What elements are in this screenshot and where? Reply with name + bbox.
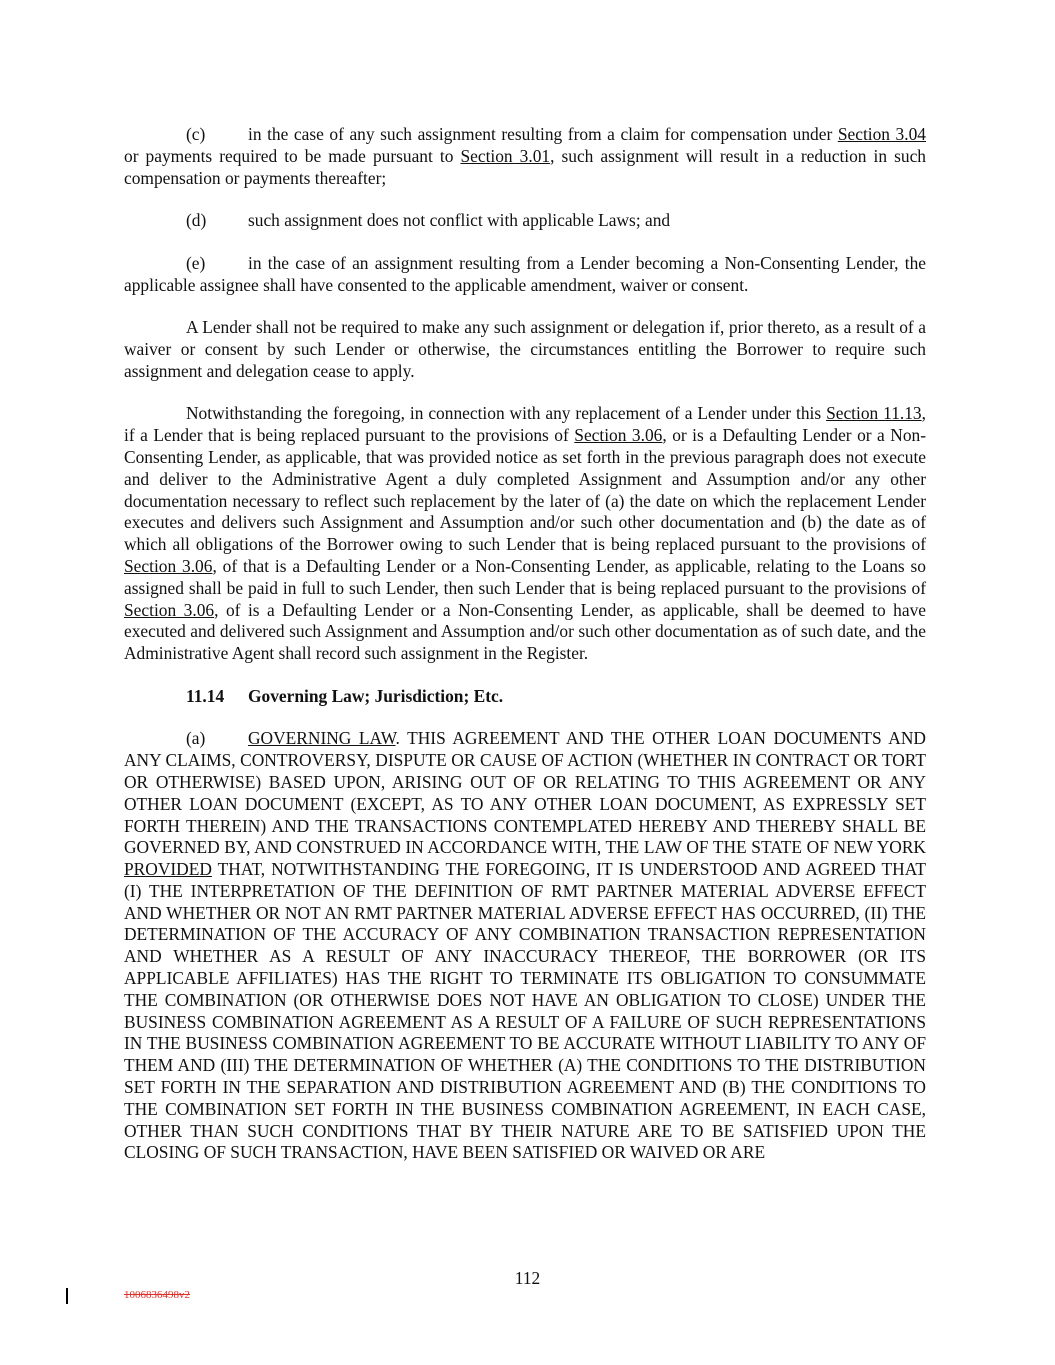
clause-c bbox=[124, 124, 926, 189]
clause-text: in the case of an assignment resulting from a Lender becoming a Non-Consenting Lender, the applicable assignee shall have consented to the applicable amendment, waiver or consent. bbox=[124, 252, 926, 295]
governing-law-title: GOVERNING LAW bbox=[248, 728, 396, 749]
section-reference: Section 3.06 bbox=[124, 555, 213, 576]
clause-label: (a) bbox=[186, 728, 206, 749]
clause-text: in the case of any such assignment resulting from a claim for compensation under bbox=[248, 124, 838, 144]
clause-label: (c) bbox=[186, 124, 206, 144]
clause-text: THAT, NOTWITHSTANDING THE FOREGOING, IT IS UNDERSTOOD AND AGREED THAT (I) THE INTERPRETATION OF THE DEFINITION OF RMT PARTNER MATERIAL ADVERSE EFFECT AND WHETHER OR NOT AN RMT PARTNER MATERIAL ADVERSE EFFECT HAS OCCURRED, (II) THE DETERMINATION OF THE ACCURACY OF ANY COMBINATION TRANSACTION REPRESENTATION AND WHETHER AS A RESULT OF ANY INACCURACY THEREOF, THE BORROWER (OR ITS APPLICABLE AFFILIATES) HAS THE RIGHT TO TERMINATE ITS OBLIGATION TO CONSUMMATE THE COMBINATION (OR OTHERWISE DOES NOT HAVE AN OBLIGATION TO CLOSE) UNDER THE BUSINESS COMBINATION AGREEMENT AS A RESULT OF A FAILURE OF SUCH REPRESENTATIONS IN THE BUSINESS COMBINATION AGREEMENT TO BE ACCURATE WITHOUT LIABILITY TO ANY OF THEM AND (III) THE DETERMINATION OF WHETHER (A) THE CONDITIONS TO THE DISTRIBUTION SET FORTH IN THE SEPARATION AND DISTRIBUTION AGREEMENT AND (B) THE CONDITIONS TO THE COMBINATION SET FORTH IN THE BUSINESS COMBINATION AGREEMENT, IN EACH CASE, OTHER THAN SUCH CONDITIONS THAT BY THEIR NATURE ARE TO BE SATISFIED UPON THE CLOSING OF SUCH TRANSACTION, HAVE BEEN SATISFIED OR WAIVED OR ARE bbox=[124, 859, 926, 1163]
section-title: Governing Law; Jurisdiction; Etc. bbox=[248, 685, 504, 706]
paragraph-text: , if a Lender that is being replaced pursuant to the provisions of bbox=[124, 403, 926, 446]
section-heading bbox=[124, 686, 926, 708]
lender-paragraph bbox=[124, 317, 926, 382]
clause-text: such assignment does not conflict with applicable Laws; and bbox=[248, 210, 671, 231]
section-reference: Section 3.04 bbox=[837, 124, 926, 144]
paragraph-text: , of is a Defaulting Lender or a Non-Consenting Lender, as applicable, shall be deemed to have executed and delivered such Assignment and Assumption and/or such other documentation as of such date, and the Administrative Agent shall record such assignment in the Register. bbox=[124, 599, 926, 664]
section-reference: Section 11.13 bbox=[826, 403, 922, 424]
paragraph-text: A Lender shall not be required to make any such assignment or delegation if, prior thereto, as a result of a waiver or consent by such Lender or otherwise, the circumstances entitling the Borrower to require such assignment and delegation cease to apply. bbox=[124, 317, 926, 381]
notwithstanding-paragraph bbox=[124, 403, 926, 665]
clause-text: . THIS AGREEMENT AND THE OTHER LOAN DOCUMENTS AND ANY CLAIMS, CONTROVERSY, DISPUTE OR CAUSE OF ACTION (WHETHER IN CONTRACT OR TORT OR OTHERWISE) BASED UPON, ARISING OUT OF OR RELATING TO THIS AGREEMENT OR ANY OTHER LOAN DOCUMENT (EXCEPT, AS TO ANY OTHER LOAN DOCUMENT, AS EXPRESSLY SET FORTH THEREIN) AND THE TRANSACTIONS CONTEMPLATED HEREBY AND THEREBY SHALL BE GOVERNED BY, AND CONSTRUED IN ACCORDANCE WITH, THE LAW OF THE STATE OF NEW YORK bbox=[124, 728, 926, 858]
clause-text: or payments required to be made pursuant to bbox=[124, 145, 461, 166]
clause-d bbox=[124, 210, 926, 232]
section-number: 11.14 bbox=[186, 685, 225, 706]
clause-label: (d) bbox=[186, 210, 207, 231]
section-reference: Section 3.06 bbox=[574, 425, 663, 446]
paragraph-text: , or is a Defaulting Lender or a Non-Consenting Lender, as applicable, that was provided notice as set forth in the previous paragraph does not execute and deliver to the Administrative Agent a duly completed Assignment and Assumption and/or any other documentation necessary to reflect such replacement by the later of (a) the date on which the replacement Lender executes and delivers such Assignment and Assumption and/or such other documentation and (b) the date as of which all obligations of the Borrower owing to such Lender that is being replaced pursuant to the provisions of bbox=[124, 425, 926, 555]
section-reference: Section 3.01 bbox=[460, 145, 551, 166]
paragraph-text: Notwithstanding the foregoing, in connection with any replacement of a Lender under this bbox=[186, 403, 827, 424]
document-id: 1006836498v2 bbox=[124, 1289, 190, 1301]
clause-text: , such assignment will result in a reduction in such compensation or payments thereafter; bbox=[124, 145, 926, 188]
governing-law-clause bbox=[124, 728, 926, 1164]
clause-label: (e) bbox=[186, 252, 206, 273]
page-number: 112 bbox=[514, 1268, 541, 1288]
revision-change-bar bbox=[66, 1288, 68, 1304]
paragraph-text: , of that is a Defaulting Lender or a Non-Consenting Lender, as applicable, relating to the Loans so assigned shall be paid in full to such Lender, then such Lender that is being replaced pursuant to the provisions of bbox=[124, 555, 926, 598]
document-page bbox=[124, 124, 926, 1164]
provided-term: PROVIDED bbox=[124, 859, 212, 880]
clause-e bbox=[124, 253, 926, 297]
section-reference: Section 3.06 bbox=[124, 599, 215, 620]
